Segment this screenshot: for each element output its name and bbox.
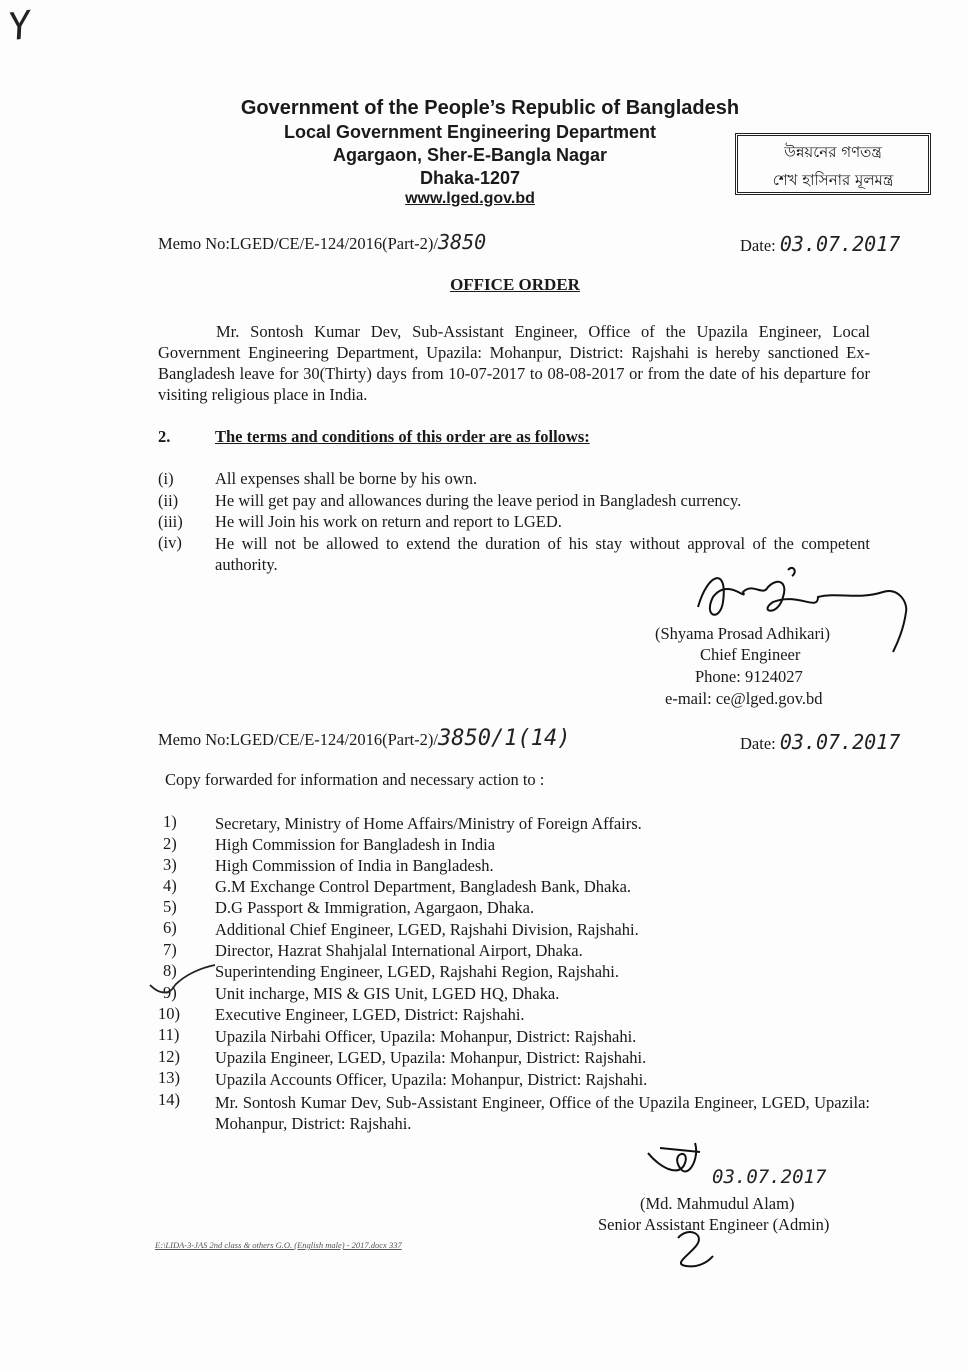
copy-item-number: 9) — [163, 983, 177, 1002]
copy-item-text: High Commission of India in Bangladesh. — [215, 856, 494, 875]
term-text: All expenses shall be borne by his own. — [215, 469, 478, 488]
copy-item-text: Upazila Nirbahi Officer, Upazila: Mohanpur, District: Rajshahi. — [215, 1027, 637, 1046]
copy-item-text: Executive Engineer, LGED, District: Rajshahi. — [215, 1005, 525, 1024]
tick-mark — [145, 960, 225, 1000]
copy-item-text: Superintending Engineer, LGED, Rajshahi Region, Rajshahi. — [215, 962, 619, 981]
header-address: Agargaon, Sher-E-Bangla Nagar — [332, 145, 608, 165]
memo-1-prefix: Memo No:LGED/CE/E-124/2016(Part-2)/ — [158, 234, 439, 253]
senior-engineer-signature — [640, 1138, 720, 1188]
copy-intro: Copy forwarded for information and necessary action to : — [165, 770, 545, 789]
slogan-line-2: শেখ হাসিনার মূলমন্ত্র — [772, 171, 894, 189]
header-city: Dhaka-1207 — [419, 168, 521, 188]
slogan-box — [735, 133, 931, 195]
office-order-paragraph: Mr. Sontosh Kumar Dev, Sub-Assistant Engineer, Office of the Upazila Engineer, Local Government Engineering Department, Upazila: Mohanpur, District: Rajshahi is hereby sanctioned Ex-Bangladesh leave for 30(Thirty) days from 10-07-2017 to 08-08-2017 or from the date of his departure for visiting religious place in India. — [158, 322, 870, 404]
copy-item-text: Mr. Sontosh Kumar Dev, Sub-Assistant Engineer, Office of the Upazila Engineer, LGED, Upazila: Mohanpur, District: Rajshahi. — [215, 1093, 870, 1133]
copy-item-number: 5) — [163, 897, 177, 916]
copy-item-number: 12) — [158, 1047, 180, 1066]
copy-item-number: 13) — [158, 1068, 180, 1087]
term-number: (iii) — [158, 512, 183, 531]
corner-handwritten-mark: Y — [5, 2, 34, 50]
copy-item-text: Upazila Engineer, LGED, Upazila: Mohanpur, District: Rajshahi. — [215, 1048, 647, 1067]
copy-item-text: Unit incharge, MIS & GIS Unit, LGED HQ, Dhaka. — [215, 984, 560, 1003]
signatory-2-title: Senior Assistant Engineer (Admin) — [598, 1215, 830, 1234]
copy-item-number: 4) — [163, 876, 177, 895]
copy-item-number: 7) — [163, 940, 177, 959]
term-number: (i) — [158, 469, 174, 488]
copy-item-number: 6) — [163, 918, 177, 937]
memo-2-prefix: Memo No:LGED/CE/E-124/2016(Part-2)/ — [158, 730, 439, 749]
memo-2-date — [740, 730, 900, 754]
memo-1-date — [740, 232, 900, 256]
term-text: He will Join his work on return and report to LGED. — [215, 512, 562, 531]
initial-mark — [668, 1226, 718, 1271]
footer-file-path: E:\LIDA-3-JAS 2nd class & others G.O. (English male) - 2017.docx 337 — [155, 1240, 402, 1250]
signatory-2-date: 03.07.2017 — [712, 1166, 827, 1188]
signatory-1-phone: Phone: 9124027 — [695, 667, 803, 686]
copy-item-number: 14) — [158, 1090, 180, 1109]
terms-number: 2. — [158, 427, 171, 446]
copy-item-text: Upazila Accounts Officer, Upazila: Mohanpur, District: Rajshahi. — [215, 1070, 648, 1089]
copy-item-number: 8) — [163, 961, 177, 980]
signatory-1-title: Chief Engineer — [700, 645, 801, 664]
copy-item-number: 11) — [158, 1025, 180, 1044]
signatory-2-name: (Md. Mahmudul Alam) — [640, 1194, 795, 1213]
term-text: He will get pay and allowances during the leave period in Bangladesh currency. — [215, 491, 742, 510]
memo-2-number: 3850/1(14) — [438, 726, 571, 751]
memo-2-date-label: Date: — [740, 734, 776, 753]
copy-item-number: 10) — [158, 1004, 180, 1023]
term-text: He will not be allowed to extend the duration of his stay without approval of the competent authority. — [215, 534, 870, 574]
copy-item-number: 1) — [163, 812, 177, 831]
copy-item-text: High Commission for Bangladesh in India — [215, 835, 496, 854]
copy-item-text: Secretary, Ministry of Home Affairs/Ministry of Foreign Affairs. — [215, 814, 642, 833]
signatory-1-name: (Shyama Prosad Adhikari) — [655, 624, 831, 643]
header-department: Local Government Engineering Department — [283, 122, 657, 142]
memo-2-date-value: 03.07.2017 — [779, 730, 901, 754]
memo-2 — [158, 726, 570, 751]
memo-1-date-label: Date: — [740, 236, 776, 255]
header-government: Government of the People’s Republic of Bangladesh — [240, 97, 740, 119]
copy-item-text: G.M Exchange Control Department, Bangladesh Bank, Dhaka. — [215, 877, 632, 896]
copy-item-text: D.G Passport & Immigration, Agargaon, Dhaka. — [215, 898, 535, 917]
terms-heading: The terms and conditions of this order are as follows: — [215, 427, 590, 446]
slogan-line-1: উন্নয়নের গণতন্ত্র — [784, 143, 882, 161]
copy-item-text: Director, Hazrat Shahjalal International Airport, Dhaka. — [215, 941, 583, 960]
office-order-title: OFFICE ORDER — [450, 275, 580, 294]
copy-item-text: Additional Chief Engineer, LGED, Rajshahi Division, Rajshahi. — [215, 920, 639, 939]
copy-item-number: 2) — [163, 834, 177, 853]
signatory-1-email: e-mail: ce@lged.gov.bd — [665, 689, 823, 708]
header-website-link[interactable]: www.lged.gov.bd — [405, 190, 535, 207]
term-number: (ii) — [158, 491, 179, 510]
copy-item-number: 3) — [163, 855, 177, 874]
memo-1-date-value: 03.07.2017 — [779, 232, 901, 256]
memo-1-number: 3850 — [438, 230, 487, 254]
term-number: (iv) — [158, 533, 182, 552]
memo-1 — [158, 230, 486, 254]
